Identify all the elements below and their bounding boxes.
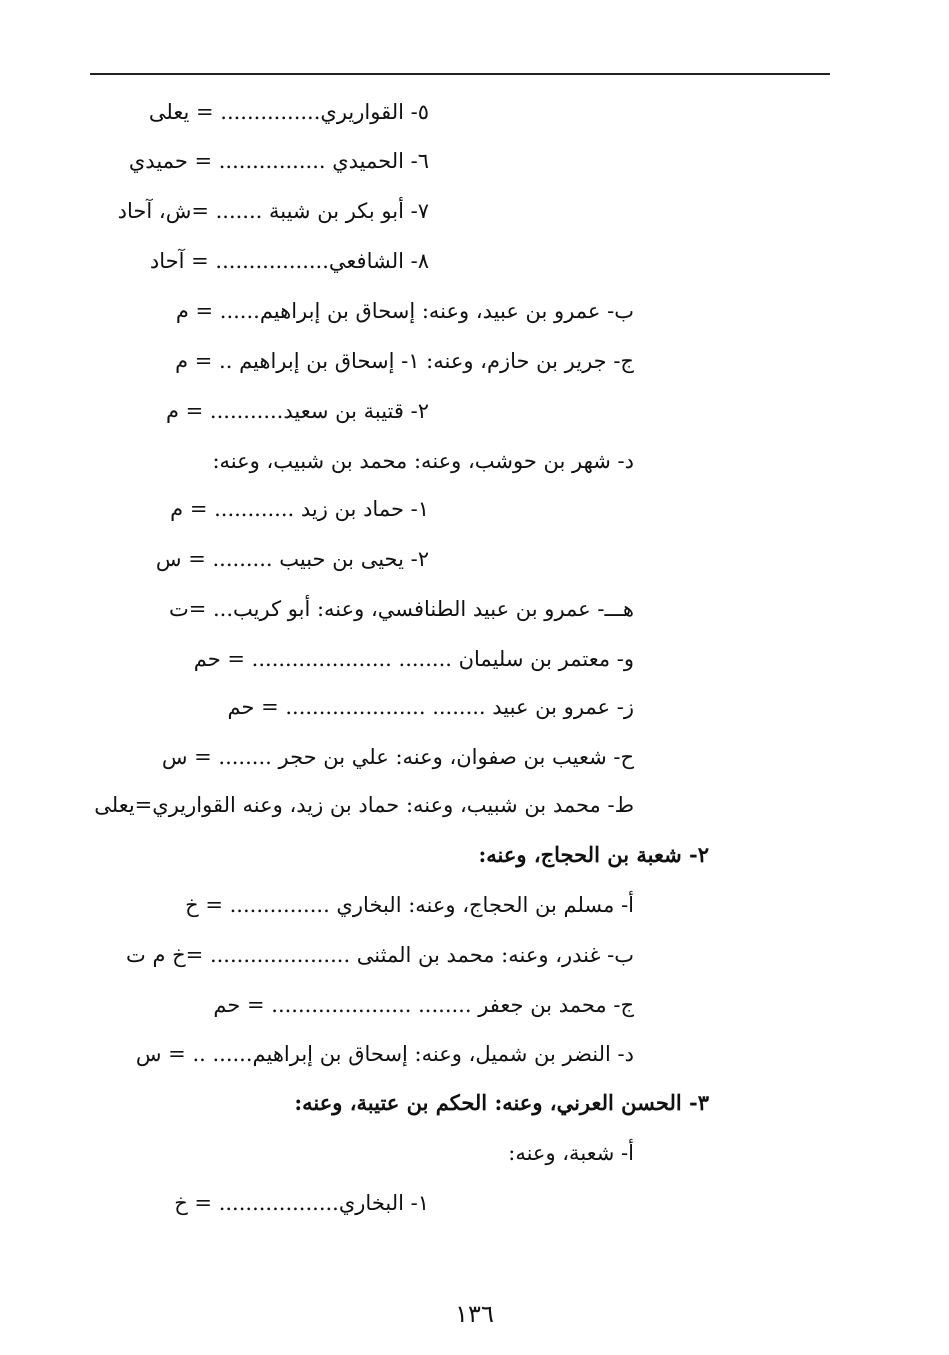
entry-text: ط- محمد بن شبيب، وعنه: حماد بن زيد، وعنه القواريري=يعلى	[94, 793, 634, 817]
section-heading	[479, 840, 710, 870]
entry-text: ٢- قتيبة بن سعيد........... = م	[165, 399, 429, 423]
entry-text: ٦- الحميدي ................ = حميدي	[128, 149, 429, 173]
entry-line	[166, 396, 429, 426]
entry-line	[508, 1138, 634, 1168]
entry-line	[194, 644, 634, 674]
entry-text: ٨- الشافعي................. = آحاد	[149, 249, 429, 273]
top-rule	[90, 73, 830, 75]
entry-line	[212, 446, 634, 476]
entry-text: و- معتمر بن سليمان ........ ..................... = حم	[193, 647, 634, 671]
entry-text: هـــ- عمرو بن عبيد الطنافسي، وعنه: أبو كريب... =ت	[168, 597, 634, 621]
entry-text: أ- مسلم بن الحجاج، وعنه: البخاري ............... = خ	[185, 893, 634, 917]
section-heading-text: ٣- الحسن العرني، وعنه: الحكم بن عتيبة، وعنه:	[294, 1090, 709, 1115]
entry-text: ٧- أبو بكر بن شيبة ....... =ش، آحاد	[117, 199, 429, 223]
page-number: ١٣٦	[455, 1300, 494, 1328]
entry-text: ٢- يحيى بن حبيب ......... = س	[155, 547, 429, 571]
entry-line	[126, 940, 634, 970]
entry-text: ز- عمرو بن عبيد ........ ..................... = حم	[227, 695, 634, 719]
entry-line	[174, 1188, 429, 1218]
entry-text: ١- حماد بن زيد ............ = م	[170, 497, 429, 521]
entry-line	[94, 790, 634, 820]
entry-text: ج- جرير بن حازم، وعنه: ١- إسحاق بن إبراهيم .. = م	[175, 349, 634, 373]
entry-text: ب- غندر، وعنه: محمد بن المثنى ..................... =خ م ت	[126, 943, 634, 967]
entry-text: د- شهر بن حوشب، وعنه: محمد بن شبيب، وعنه:	[212, 449, 634, 473]
entry-text: ج- محمد بن جعفر ........ ..................... = حم	[213, 993, 634, 1017]
entry-line	[213, 990, 634, 1020]
entry-line	[118, 196, 429, 226]
section-heading	[294, 1088, 709, 1118]
entry-line	[149, 97, 429, 127]
entry-text: أ- شعبة، وعنه:	[508, 1141, 634, 1165]
entry-text: ٥- القواريري............... = يعلى	[148, 100, 429, 124]
entry-line	[185, 890, 634, 920]
entry-line	[129, 146, 429, 176]
entry-text: ب- عمرو بن عبيد، وعنه: إسحاق بن إبراهيم...... = م	[175, 299, 634, 323]
entry-line	[136, 1039, 634, 1069]
entry-line	[170, 494, 429, 524]
entry-line	[175, 346, 634, 376]
entry-line	[150, 246, 429, 276]
entry-text: ح- شعيب بن صفوان، وعنه: علي بن حجر ........ = س	[161, 745, 634, 769]
entry-text: د- النضر بن شميل، وعنه: إسحاق بن إبراهيم...... .. = س	[135, 1042, 634, 1066]
entry-line	[176, 296, 634, 326]
section-heading-text: ٢- شعبة بن الحجاج، وعنه:	[478, 842, 709, 867]
entry-line	[162, 742, 634, 772]
entry-line	[227, 692, 634, 722]
entry-text: ١- البخاري.................. = خ	[174, 1191, 429, 1215]
entry-line	[156, 544, 429, 574]
entry-line	[169, 594, 634, 624]
